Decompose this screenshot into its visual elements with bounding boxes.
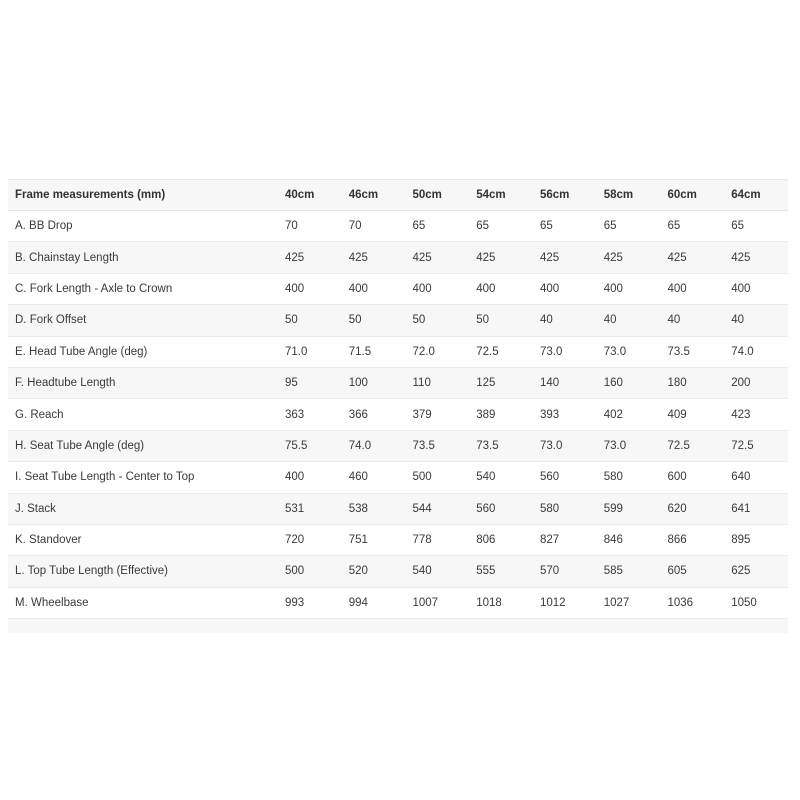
- measurement-value: 425: [533, 242, 597, 273]
- table-row: [8, 493, 788, 524]
- measurement-value: 531: [278, 493, 342, 524]
- measurement-value: 425: [661, 242, 725, 273]
- measurement-value: 379: [406, 399, 470, 430]
- measurement-label: D. Fork Offset: [8, 305, 278, 336]
- measurement-value: 866: [661, 524, 725, 555]
- measurement-value: 400: [469, 273, 533, 304]
- measurement-value: 540: [406, 556, 470, 587]
- table-row: [8, 524, 788, 555]
- table-row: [8, 367, 788, 398]
- measurement-value: 65: [597, 211, 661, 242]
- table-header-row: [8, 180, 788, 211]
- measurement-label: J. Stack: [8, 493, 278, 524]
- measurement-value: 751: [342, 524, 406, 555]
- measurement-value: 40: [597, 305, 661, 336]
- measurement-value: 40: [533, 305, 597, 336]
- measurement-value: 560: [469, 493, 533, 524]
- size-header: 50cm: [406, 180, 470, 211]
- measurement-value: 400: [597, 273, 661, 304]
- measurement-value: 402: [597, 399, 661, 430]
- measurement-value: 600: [661, 462, 725, 493]
- measurement-value: 400: [724, 273, 788, 304]
- measurement-value: 75.5: [278, 430, 342, 461]
- size-header: 46cm: [342, 180, 406, 211]
- measurement-value: 73.0: [533, 336, 597, 367]
- measurement-value: 400: [406, 273, 470, 304]
- measurement-value: 500: [278, 556, 342, 587]
- measurement-value: 65: [724, 211, 788, 242]
- measurement-value: 460: [342, 462, 406, 493]
- measurement-value: 640: [724, 462, 788, 493]
- measurement-value: 50: [342, 305, 406, 336]
- table-body: [8, 211, 788, 619]
- measurement-value: 1050: [724, 587, 788, 618]
- measurement-value: 71.0: [278, 336, 342, 367]
- measurement-value: 555: [469, 556, 533, 587]
- measurement-value: 585: [597, 556, 661, 587]
- measurement-value: 65: [406, 211, 470, 242]
- measurement-label: G. Reach: [8, 399, 278, 430]
- measurement-value: 70: [278, 211, 342, 242]
- measurement-label: C. Fork Length - Axle to Crown: [8, 273, 278, 304]
- measurement-value: 994: [342, 587, 406, 618]
- measurement-value: 570: [533, 556, 597, 587]
- measurement-value: 65: [469, 211, 533, 242]
- measurement-value: 393: [533, 399, 597, 430]
- measurement-value: 110: [406, 367, 470, 398]
- measurement-value: 778: [406, 524, 470, 555]
- table-row: [8, 430, 788, 461]
- measurement-label: B. Chainstay Length: [8, 242, 278, 273]
- measurement-value: 720: [278, 524, 342, 555]
- measurement-value: 605: [661, 556, 725, 587]
- measurement-value: 425: [469, 242, 533, 273]
- measurement-value: 50: [406, 305, 470, 336]
- table-row: [8, 556, 788, 587]
- measurement-value: 400: [533, 273, 597, 304]
- measurement-value: 1036: [661, 587, 725, 618]
- measurement-value: 1012: [533, 587, 597, 618]
- measurement-value: 425: [597, 242, 661, 273]
- table-row: [8, 305, 788, 336]
- measurement-label: L. Top Tube Length (Effective): [8, 556, 278, 587]
- measurement-value: 1018: [469, 587, 533, 618]
- measurement-value: 599: [597, 493, 661, 524]
- measurement-value: 620: [661, 493, 725, 524]
- measurement-value: 540: [469, 462, 533, 493]
- measurement-value: 40: [661, 305, 725, 336]
- measurement-label: H. Seat Tube Angle (deg): [8, 430, 278, 461]
- measurement-label: F. Headtube Length: [8, 367, 278, 398]
- table-row: [8, 399, 788, 430]
- measurement-value: 73.0: [597, 430, 661, 461]
- measurement-value: 72.5: [661, 430, 725, 461]
- table-row: [8, 462, 788, 493]
- measurement-label: I. Seat Tube Length - Center to Top: [8, 462, 278, 493]
- measurement-value: 200: [724, 367, 788, 398]
- frame-geometry-table: [8, 179, 788, 633]
- measurement-value: 72.0: [406, 336, 470, 367]
- measurement-value: 389: [469, 399, 533, 430]
- measurement-value: 70: [342, 211, 406, 242]
- measurement-value: 409: [661, 399, 725, 430]
- table-row: [8, 211, 788, 242]
- measurement-value: 538: [342, 493, 406, 524]
- measurement-value: 425: [342, 242, 406, 273]
- measurement-value: 641: [724, 493, 788, 524]
- measurement-value: 1007: [406, 587, 470, 618]
- measurement-value: 400: [278, 273, 342, 304]
- measurement-value: 425: [724, 242, 788, 273]
- table-row: [8, 273, 788, 304]
- table-footer-spacer: [8, 619, 788, 633]
- table-row: [8, 242, 788, 273]
- measurement-value: 95: [278, 367, 342, 398]
- measurement-value: 895: [724, 524, 788, 555]
- measurement-value: 993: [278, 587, 342, 618]
- measurement-value: 846: [597, 524, 661, 555]
- measurement-value: 73.0: [533, 430, 597, 461]
- measurement-label: E. Head Tube Angle (deg): [8, 336, 278, 367]
- measurement-value: 625: [724, 556, 788, 587]
- measurement-value: 560: [533, 462, 597, 493]
- measurement-value: 400: [342, 273, 406, 304]
- table-row: [8, 336, 788, 367]
- measurement-value: 363: [278, 399, 342, 430]
- measurement-value: 423: [724, 399, 788, 430]
- measurement-value: 400: [661, 273, 725, 304]
- measurement-value: 425: [278, 242, 342, 273]
- measurement-value: 580: [597, 462, 661, 493]
- measurement-value: 520: [342, 556, 406, 587]
- measurement-value: 366: [342, 399, 406, 430]
- measurement-value: 827: [533, 524, 597, 555]
- header-label: Frame measurements (mm): [8, 180, 278, 211]
- measurement-label: A. BB Drop: [8, 211, 278, 242]
- measurement-value: 180: [661, 367, 725, 398]
- measurement-value: 74.0: [724, 336, 788, 367]
- size-header: 56cm: [533, 180, 597, 211]
- measurement-value: 500: [406, 462, 470, 493]
- measurement-value: 72.5: [724, 430, 788, 461]
- measurement-value: 65: [661, 211, 725, 242]
- measurement-value: 100: [342, 367, 406, 398]
- measurement-value: 160: [597, 367, 661, 398]
- measurement-value: 73.5: [406, 430, 470, 461]
- size-header: 64cm: [724, 180, 788, 211]
- measurement-value: 1027: [597, 587, 661, 618]
- measurement-value: 140: [533, 367, 597, 398]
- measurement-value: 125: [469, 367, 533, 398]
- measurement-value: 544: [406, 493, 470, 524]
- measurement-value: 50: [278, 305, 342, 336]
- table-row: [8, 587, 788, 618]
- size-header: 40cm: [278, 180, 342, 211]
- measurement-value: 50: [469, 305, 533, 336]
- size-header: 58cm: [597, 180, 661, 211]
- measurement-value: 74.0: [342, 430, 406, 461]
- measurement-value: 65: [533, 211, 597, 242]
- measurement-value: 40: [724, 305, 788, 336]
- measurement-value: 72.5: [469, 336, 533, 367]
- measurement-value: 425: [406, 242, 470, 273]
- size-header: 54cm: [469, 180, 533, 211]
- measurement-value: 806: [469, 524, 533, 555]
- measurement-label: M. Wheelbase: [8, 587, 278, 618]
- measurement-value: 73.0: [597, 336, 661, 367]
- measurement-value: 580: [533, 493, 597, 524]
- size-header: 60cm: [661, 180, 725, 211]
- measurement-value: 71.5: [342, 336, 406, 367]
- measurement-value: 400: [278, 462, 342, 493]
- measurement-label: K. Standover: [8, 524, 278, 555]
- measurement-value: 73.5: [469, 430, 533, 461]
- measurement-value: 73.5: [661, 336, 725, 367]
